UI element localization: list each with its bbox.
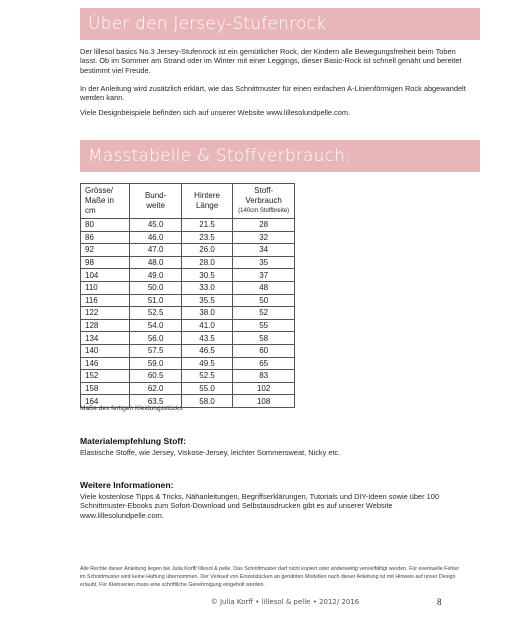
waist-cell: 46.0 [130, 231, 181, 244]
variation-paragraph: In der Anleitung wird zusätzlich erklärt, wie das Schnittmuster für einen einfachen A-Linienförmigen Rock abgewandelt werden kann. [80, 84, 466, 103]
size-cell: 98 [81, 256, 130, 269]
waist-cell: 60.5 [130, 370, 181, 383]
waist-cell: 54.0 [130, 319, 181, 332]
size-cell: 164 [81, 395, 130, 408]
waist-cell: 56.0 [130, 332, 181, 345]
back-length-cell: 21.5 [181, 219, 232, 232]
fabric-cell: 83 [233, 370, 295, 383]
table-row [81, 281, 295, 294]
header-fabric: Stoff- Verbrauch (140cm Stoffbreite) [233, 184, 295, 219]
fabric-cell: 55 [233, 319, 295, 332]
size-cell: 140 [81, 344, 130, 357]
back-length-cell: 33.0 [181, 281, 232, 294]
size-cell: 146 [81, 357, 130, 370]
waist-cell: 63.5 [130, 395, 181, 408]
back-length-cell: 30.5 [181, 269, 232, 282]
fabric-cell: 37 [233, 269, 295, 282]
fabric-cell: 28 [233, 219, 295, 232]
page-number: 8 [437, 597, 442, 607]
waist-cell: 47.0 [130, 244, 181, 257]
size-cell: 110 [81, 281, 130, 294]
back-length-cell: 35.5 [181, 294, 232, 307]
intro-paragraph: Der lillesol basics No.3 Jersey-Stufenrock ist ein gemütlicher Rock, der Kindern alle Bewegungsfreiheit beim Toben lasst. Ob im Sommer am Strand oder im Winter mit einer Leggings, dieser Basic-Rock ist schnell genäht und bereitet bestimmt viel Freude. [80, 47, 462, 75]
info-text: Viele kostenlose Tipps & Tricks, Nähanleitungen, Begriffserklärungen, Tutorials und DIY-Ideen sowie über 100 Schnittmuster-Ebooks zum Sofort-Download und Selbstausdrucken gibt es auf unserer Website www.lillesolundpelle.com. [80, 492, 439, 520]
fabric-cell: 34 [233, 244, 295, 257]
fabric-cell: 65 [233, 357, 295, 370]
waist-cell: 48.0 [130, 256, 181, 269]
size-cell: 80 [81, 219, 130, 232]
section-banner-about: Über den Jersey-Stufenrock [80, 8, 480, 40]
table-row [81, 244, 295, 257]
fabric-cell: 48 [233, 281, 295, 294]
header-waist: Bund- weite [130, 184, 181, 219]
table-row [81, 332, 295, 345]
table-caption: Maße des fertigen Kleidungsstücks [80, 405, 183, 412]
fabric-cell: 108 [233, 395, 295, 408]
table-row [81, 370, 295, 383]
table-row [81, 319, 295, 332]
size-cell: 128 [81, 319, 130, 332]
material-heading: Materialempfehlung Stoff: [80, 436, 186, 446]
size-cell: 116 [81, 294, 130, 307]
back-length-cell: 43.5 [181, 332, 232, 345]
section-banner-measurements: Masstabelle & Stoffverbrauch: [80, 140, 480, 172]
table-row [81, 382, 295, 395]
table-row [81, 231, 295, 244]
back-length-cell: 38.0 [181, 307, 232, 320]
size-table [80, 183, 295, 408]
waist-cell: 51.0 [130, 294, 181, 307]
info-heading: Weitere Informationen: [80, 480, 174, 490]
back-length-cell: 58.0 [181, 395, 232, 408]
waist-cell: 59.0 [130, 357, 181, 370]
table-row [81, 307, 295, 320]
waist-cell: 45.0 [130, 219, 181, 232]
fabric-cell: 60 [233, 344, 295, 357]
table-row [81, 269, 295, 282]
back-length-cell: 52.5 [181, 370, 232, 383]
header-back-length: Hintere Länge [181, 184, 232, 219]
waist-cell: 49.0 [130, 269, 181, 282]
table-row [81, 294, 295, 307]
waist-cell: 62.0 [130, 382, 181, 395]
back-length-cell: 28.0 [181, 256, 232, 269]
fabric-cell: 102 [233, 382, 295, 395]
table-row [81, 219, 295, 232]
fabric-cell: 58 [233, 332, 295, 345]
waist-cell: 50.0 [130, 281, 181, 294]
size-cell: 92 [81, 244, 130, 257]
table-row [81, 344, 295, 357]
back-length-cell: 55.0 [181, 382, 232, 395]
size-cell: 158 [81, 382, 130, 395]
website-paragraph: Viele Designbeispiele befinden sich auf unserer Website www.lillesolundpelle.com. [80, 108, 351, 117]
footer-credit: © Julia Korff • lillesol & pelle • 2012/ 2016 [210, 598, 360, 606]
copyright-footnote: Alle Rechte dieser Anleitung liegen bei Julia Korff/ lillesol & pelle. Das Schnittmuster darf nicht kopiert oder anderweitig vervielfältigt werden. Für eventuelle Fehler im Schnittmuster wird keine Haftung übernommen. Der Verkauf von Einzelstücken an genähten Modellen nach dieser Anleitung ist mit Hinweis auf unser Design erlaubt. Für Kleinserien muss eine schriftliche Genehmigung eingeholt werden. [80, 566, 460, 588]
waist-cell: 52.5 [130, 307, 181, 320]
fabric-cell: 32 [233, 231, 295, 244]
back-length-cell: 41.0 [181, 319, 232, 332]
back-length-cell: 49.5 [181, 357, 232, 370]
size-cell: 134 [81, 332, 130, 345]
table-row [81, 357, 295, 370]
material-text: Elastische Stoffe, wie Jersey, Viskose-Jersey, leichter Sommersweat, Nicky etc. [80, 448, 341, 457]
header-size: Grösse/ Maße in cm [81, 184, 130, 219]
fabric-cell: 35 [233, 256, 295, 269]
size-cell: 86 [81, 231, 130, 244]
size-cell: 104 [81, 269, 130, 282]
waist-cell: 57.5 [130, 344, 181, 357]
back-length-cell: 23.5 [181, 231, 232, 244]
table-row [81, 256, 295, 269]
fabric-cell: 52 [233, 307, 295, 320]
back-length-cell: 46.5 [181, 344, 232, 357]
size-cell: 152 [81, 370, 130, 383]
size-cell: 122 [81, 307, 130, 320]
fabric-cell: 50 [233, 294, 295, 307]
back-length-cell: 26.0 [181, 244, 232, 257]
table-header-row [81, 184, 295, 219]
